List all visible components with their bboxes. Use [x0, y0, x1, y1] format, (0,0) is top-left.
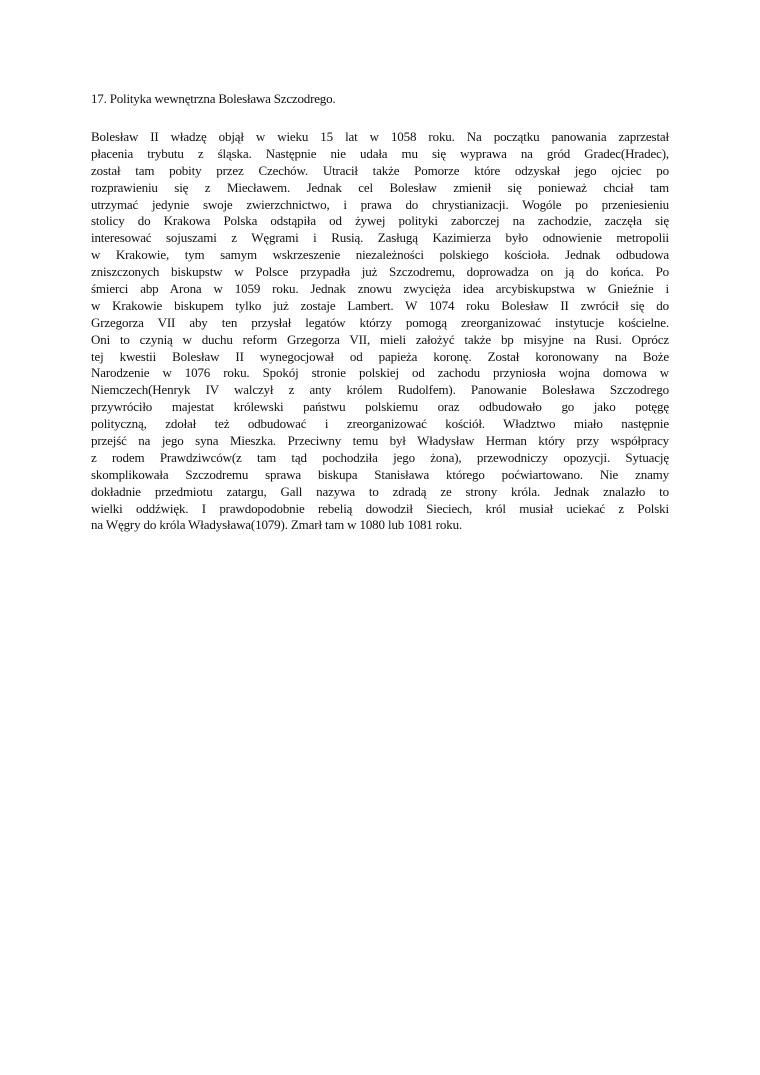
text-line: przejść na jego syna Mieszka. Przeciwny temu był Władysław Herman który przy współpracy: [91, 433, 669, 449]
text-line: na Węgry do króla Władysława(1079). Zmarł tam w 1080 lub 1081 roku.: [91, 517, 463, 533]
text-line: polityczną, zdołał też odbudować i zreorganizować kościół. Władztwo miało następnie: [91, 416, 669, 432]
text-line: Niemczech(Henryk IV walczył z anty królem Rudolfem). Panowanie Bolesława Szczodrego: [91, 382, 669, 398]
document-body: [91, 90, 669, 534]
text-line: interesować sojuszami z Węgrami i Rusią. Zasługą Kazimierza było odnowienie metropolii: [91, 230, 669, 246]
text-line: zniszczonych biskupstw w Polsce przypadła już Szczodremu, doprowadza on ją do końca. Po: [91, 264, 669, 280]
text-line: w Krakowie biskupem tylko już zostaje Lambert. W 1074 roku Bolesław II zwrócił się do: [91, 297, 669, 313]
text-line: Oni to czynią w duchu reform Grzegorza VII, mieli założyć także bp misyjne na Rusi. Oprócz: [91, 331, 669, 347]
text-line: wielki oddźwięk. I prawdopodobnie rebelią dowodził Sieciech, król musiał uciekać z Polski: [91, 500, 669, 516]
text-line: w Krakowie, tym samym wskrzeszenie niezależności polskiego kościoła. Jednak odbudowa: [91, 247, 669, 263]
document-title: 17. Polityka wewnętrzna Bolesława Szczodrego.: [91, 91, 336, 106]
text-line: utrzymać jedynie swoje zwierzchnictwo, i prawa do chrystianizacji. Wogóle po przeniesieniu: [91, 196, 669, 212]
text-line: Grzegorza VII aby ten przysłał legatów którzy pomogą zreorganizować instytucje kościelne.: [91, 314, 669, 330]
document-paragraph: [91, 129, 669, 534]
text-line: dokładnie przedmiotu zatargu, Gall nazywa to zdradą ze strony króla. Jednak znalazło to: [91, 483, 669, 499]
text-line: Bolesław II władzę objął w wieku 15 lat w 1058 roku. Na początku panowania zaprzestał: [91, 129, 669, 144]
text-line: śmierci abp Arona w 1059 roku. Jednak znowu zwycięża idea arcybiskupstwa w Gnieźnie i: [91, 281, 669, 297]
text-line: z rodem Prawdziwców(z tam tąd pochodziła jego żona), przewodniczy opozycji. Sytuację: [91, 449, 669, 465]
text-line: tej kwestii Bolesław II wynegocjował od papieża koronę. Został koronowany na Boże: [91, 348, 669, 364]
text-line: skomplikowała Szczodremu sprawa biskupa Stanisława którego poćwiartowano. Nie znamy: [91, 466, 669, 482]
text-line: płacenia trybutu z śląska. Następnie nie udała mu się wyprawa na gród Gradec(Hradec),: [91, 145, 669, 161]
text-line: rozprawieniu się z Miecławem. Jednak cel Bolesław zmienił się ponieważ chciał tam: [91, 179, 669, 195]
text-line: Narodzenie w 1076 roku. Spokój stronie polskiej od zachodu przyniosła wojna domowa w: [91, 365, 669, 381]
text-line: został tam pobity przez Czechów. Utracił także Pomorze które odzyskał jego ojciec po: [91, 162, 669, 178]
text-line: stolicy do Krakowa Polska odstąpiła od żywej polityki zaborczej na zachodzie, zaczęła się: [91, 213, 669, 229]
text-line: przywróciło majestat królewski państwu polskiemu oraz odbudowało go jako potęgę: [91, 399, 669, 415]
